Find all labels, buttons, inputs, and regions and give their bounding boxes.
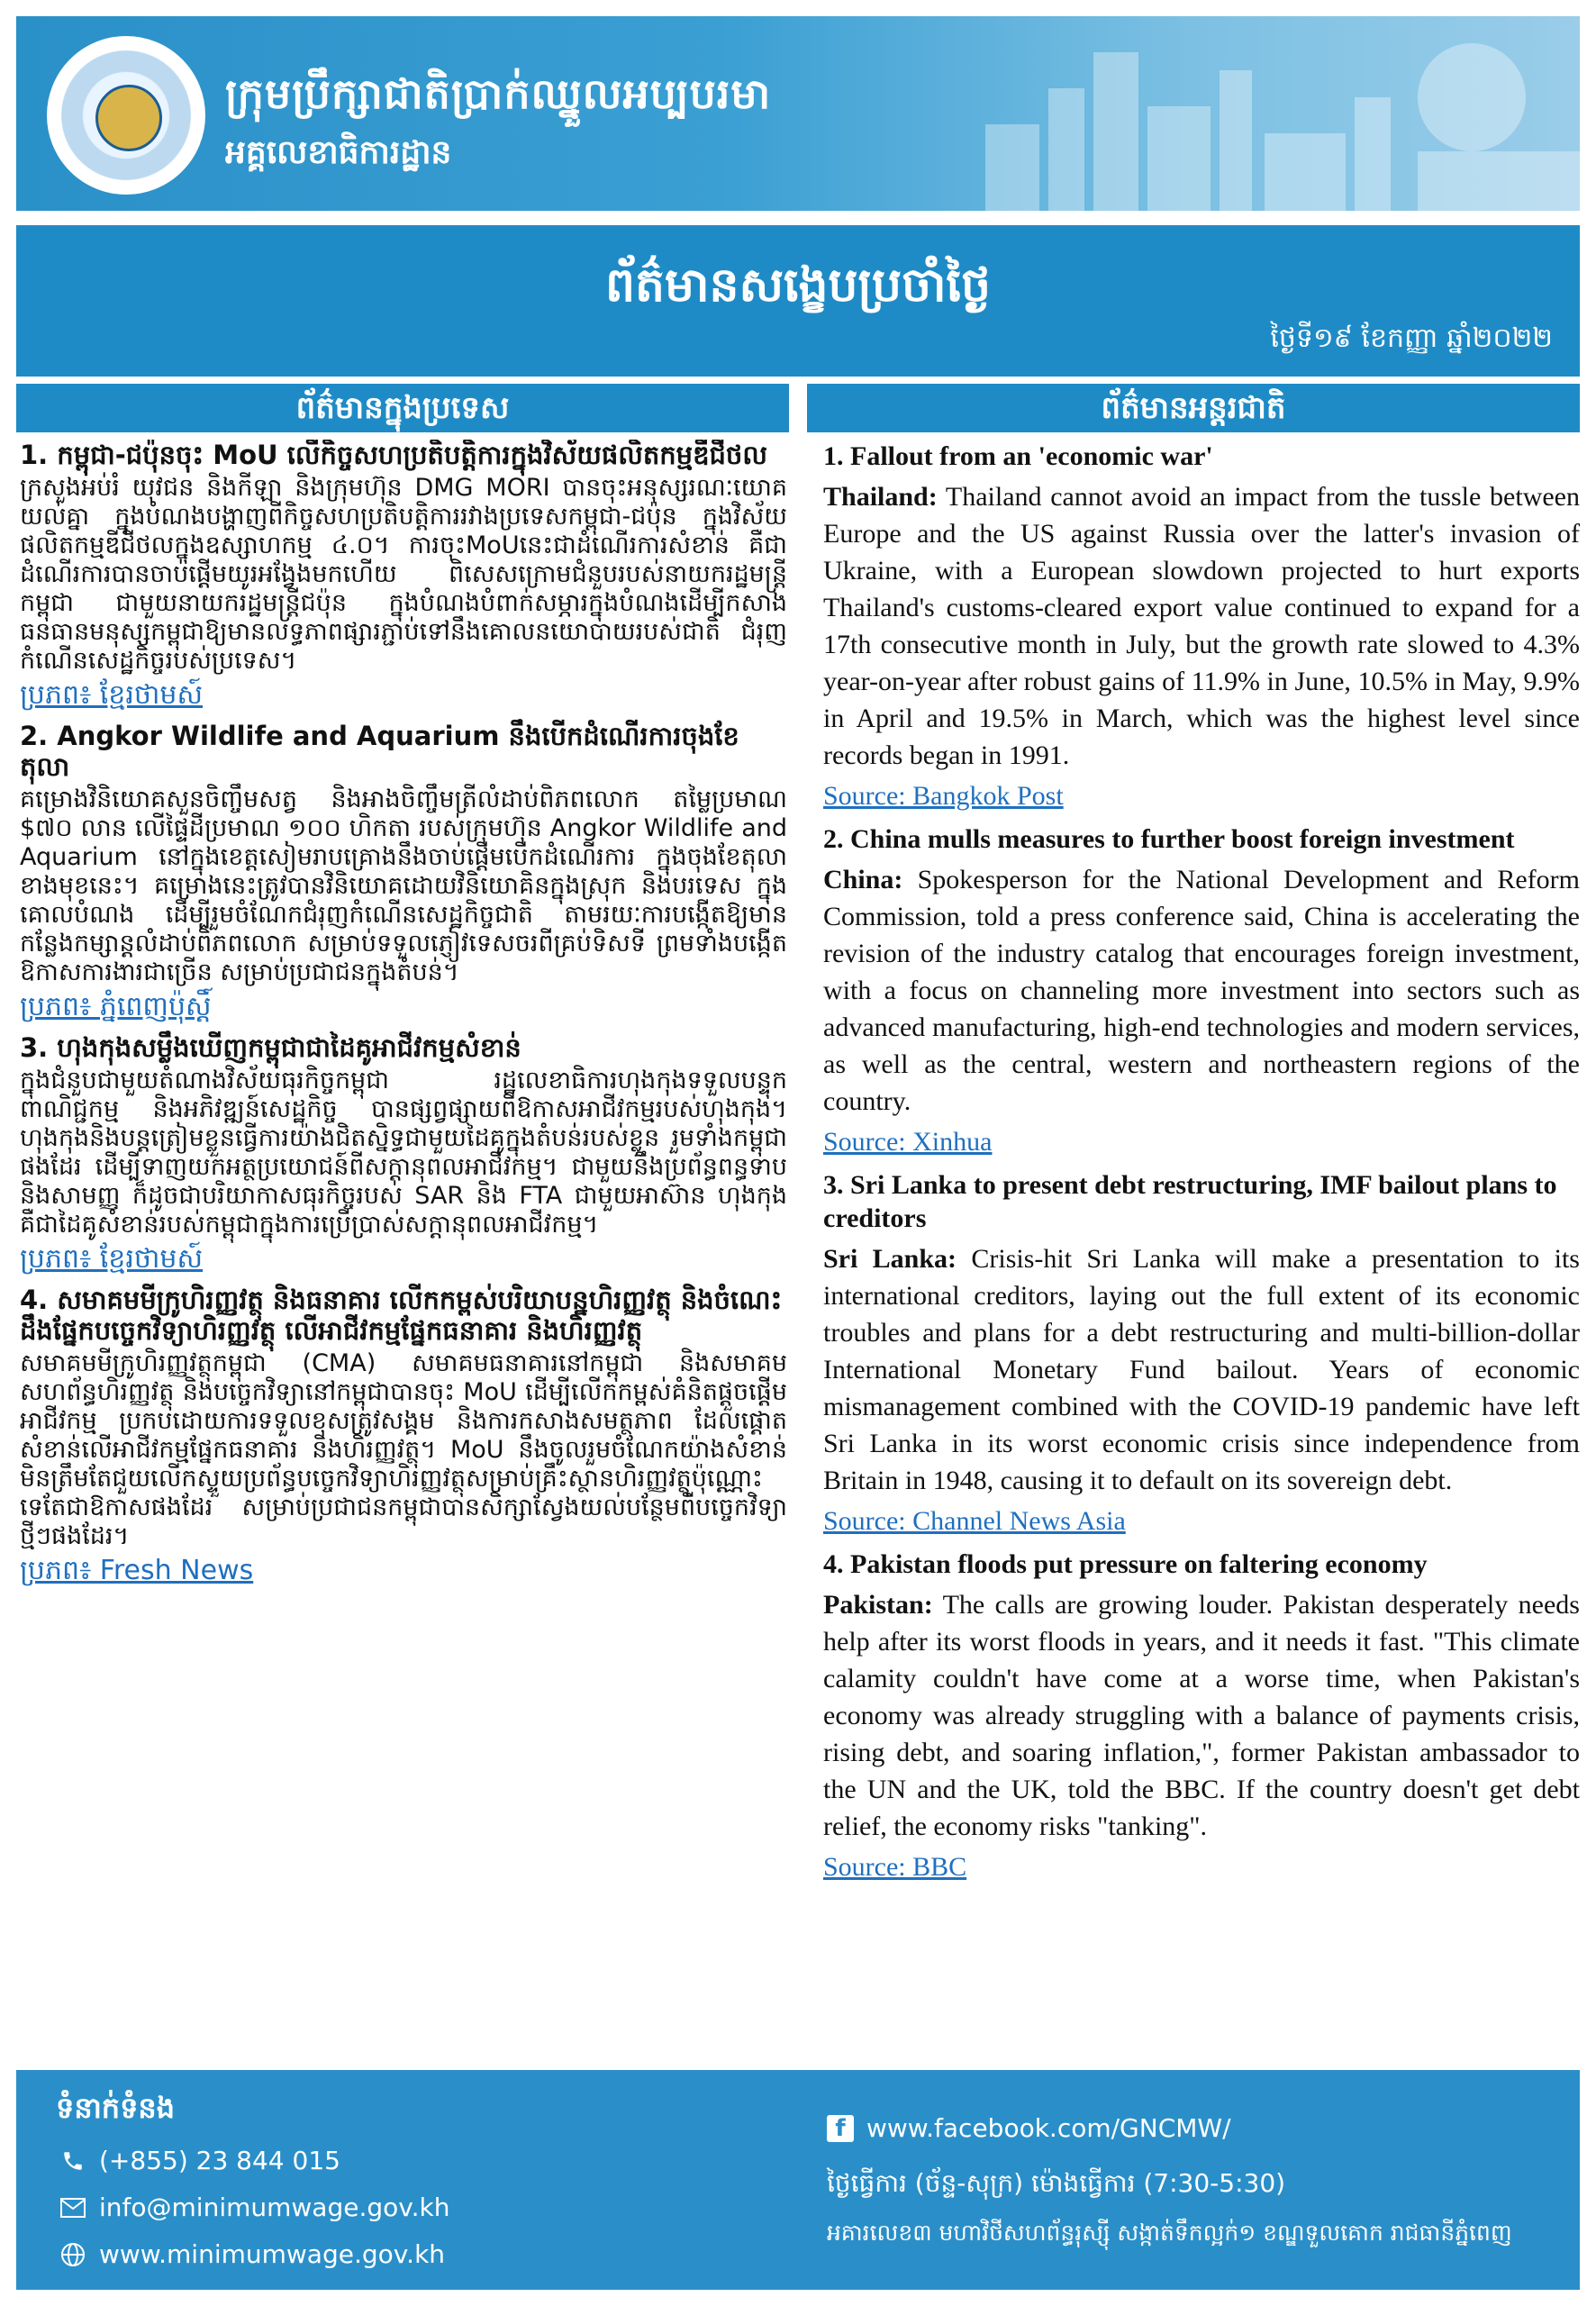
article-body (823, 478, 1580, 774)
email-icon (59, 2194, 86, 2221)
article-source-link[interactable]: Source: BBC (823, 1852, 967, 1882)
article-country-label: Thailand: (823, 482, 938, 512)
article-body (823, 861, 1580, 1120)
email-line (59, 2193, 450, 2222)
office-address (827, 2220, 1512, 2252)
international-article (823, 822, 1580, 1159)
article-title: 4. សមាគមមីក្រូហិរញ្ញវត្ថុ និងធនាគារ លើកកម្ពស់បរិយាបន្នហិរញ្ញវត្ថុ និងចំណេះដឹងផ្នែកបច្ចេកវិទ្យាហិរញ្ញវត្ថុ លើអាជីវកម្មផ្នែកធនាគារ និងហិរញ្ញវត្ថុ (20, 1285, 783, 1346)
facebook-line (827, 2113, 1231, 2143)
domestic-article (20, 1032, 787, 1276)
article-source-link[interactable]: Source: Bangkok Post (823, 781, 1064, 811)
organization-logo (47, 36, 205, 195)
office-address-text: អគារលេខ៣ មហាវិថីសហព័ន្ធរុស្ស៊ី សង្កាត់ទឹកល្អក់១ ខណ្ឌទួលគោក រាជធានីភ្នំពេញ (827, 2220, 1512, 2246)
newsletter-title: ព័ត៌មានសង្ខេបប្រចាំថ្ងៃ (604, 259, 992, 313)
website-url[interactable]: www.minimumwage.gov.kh (99, 2239, 446, 2269)
article-body: ក្រសួងអប់រំ យុវជន និងកីឡា និងក្រុមហ៊ុន DMG MORI បានចុះអនុស្សរណៈយោគយល់គ្នា ក្នុងបំណងបង្ហាញពីកិច្ចសហប្រតិបត្តិការរវាងប្រទេសកម្ពុជា-ជប៉ុន ក្នុងវិស័យផលិតកម្មឌីជីថលក្នុងឧស្សាហកម្ម ៤.០។ ការចុះMoUនេះជាដំណើរការសំខាន់ គឺជាដំណើរការបានចាប់ផ្តើមយូរអង្វែងមកហើយ ពិសេសក្រោមជំនួបរបស់នាយករដ្ឋមន្ត្រីកម្ពុជា ជាមួយនាយករដ្ឋមន្ត្រីជប៉ុន ក្នុងបំណងបំពាក់សម្ភារក្នុងបំណងដើម្បីកសាងធនធានមនុស្សកម្ពុជាឱ្យមានលទ្ធភាពផ្សារភ្ជាប់ទៅនឹងគោលនយោបាយរបស់ជាតិ ជំរុញកំណើនសេដ្ឋកិច្ចរបស់ប្រទេស។ (20, 474, 787, 675)
facebook-icon: f (827, 2115, 854, 2142)
organization-subtitle: អគ្គលេខាធិការដ្ឋាន (225, 134, 452, 171)
domestic-article (20, 440, 787, 712)
domestic-news-heading: ព័ត៌មានក្នុងប្រទេស (16, 384, 789, 432)
skyline-illustration-icon (949, 16, 1580, 211)
globe-icon (59, 2241, 86, 2268)
article-source-link[interactable]: ប្រភព៖ ភ្នំពេញប៉ុស្តិ៍ (20, 991, 212, 1022)
office-hours (827, 2167, 1285, 2204)
newsletter-page (16, 16, 1580, 2290)
article-country-label: Pakistan: (823, 1590, 933, 1620)
website-line (59, 2239, 445, 2269)
domestic-news-column (20, 440, 787, 2007)
article-country-label: Sri Lanka: (823, 1244, 957, 1274)
header (16, 16, 1580, 211)
phone-number[interactable]: (+855) 23 844 015 (99, 2146, 340, 2175)
article-source-link[interactable]: ប្រភព៖ ខ្មែរថាមស៍ (20, 679, 204, 711)
organization-title: ក្រុមប្រឹក្សាជាតិប្រាក់ឈ្នួលអប្បបរមា (225, 69, 772, 118)
issue-date: ថ្ងៃទី១៩ ខែកញ្ញា ឆ្នាំ២០២២ (1270, 322, 1553, 354)
article-title: 1. កម្ពុជា-ជប៉ុនចុះ MoU លើកិច្ចសហប្រតិបត្តិការក្នុងវិស័យផលិតកម្មឌីជីថល (20, 440, 767, 470)
article-country-label: China: (823, 865, 903, 894)
office-hours-text: ថ្ងៃធ្វើការ (ច័ន្ទ-សុក្រ) ម៉ោងធ្វើការ (7:30-5:30) (827, 2168, 1286, 2198)
phone-icon (59, 2147, 86, 2174)
contact-heading: ទំនាក់ទំនង (56, 2091, 176, 2125)
domestic-article (20, 1285, 787, 1587)
article-text: Thailand cannot avoid an impact from the tussle between Europe and the US against Russia over the latter's invasion of Ukraine, with a European slowdown projected to hurt exports Thailand's customs-cleared export value continued to expand for a 17th consecutive month in July, but the growth rate slowed to 4.3% year-on-year after robust gains of 11.9% in June, 10.5% in May, 9.9% in April and 19.5% in March, which was the highest level since records began in 1991. (823, 482, 1580, 770)
international-article (823, 440, 1580, 813)
article-body (823, 1586, 1580, 1845)
article-source-link[interactable]: Source: Xinhua (823, 1127, 993, 1157)
logo-emblem-icon (95, 85, 162, 151)
article-title: 3. Sri Lanka to present debt restructuring, IMF bailout plans to creditors (823, 1170, 1557, 1233)
facebook-url[interactable]: www.facebook.com/GNCMW/ (866, 2113, 1231, 2143)
article-body (823, 1240, 1580, 1499)
article-body: ក្នុងជំនួបជាមួយតំណាងវិស័យធុរកិច្ចកម្ពុជា រដ្ឋលេខាធិការហុងកុងទទួលបន្ទុកពាណិជ្ជកម្ម និងអភិវឌ្ឍន៍សេដ្ឋកិច្ច បានផ្សព្វផ្សាយពីឱកាសអាជីវកម្មរបស់ហុងកុង។ ហុងកុងនិងបន្តត្រៀមខ្លួនធ្វើការយ៉ាងជិតស្និទ្ធជាមួយដៃគូក្នុងតំបន់របស់ខ្លួន រួមទាំងកម្ពុជាផងដែរ ដើម្បីទាញយកអត្ថប្រយោជន៍ពីសក្តានុពលអាជីវកម្ម។ ជាមួយនឹងប្រព័ន្ធពន្ធទាប និងសាមញ្ញ ក៏ដូចជាបរិយាកាសធុរកិច្ចរបស់ SAR និង FTA ជាមួយអាស៊ាន ហុងកុងគឺជាដៃគូសំខាន់របស់កម្ពុជាក្នុងការប្រើប្រាស់សក្តានុពលអាជីវកម្ម។ (20, 1067, 787, 1239)
article-source-link[interactable]: Source: Channel News Asia (823, 1506, 1126, 1536)
title-band (16, 225, 1580, 377)
article-title: 1. Fallout from an 'economic war' (823, 441, 1213, 471)
domestic-article (20, 721, 787, 1023)
article-title: 4. Pakistan floods put pressure on faltering economy (823, 1549, 1428, 1579)
email-address[interactable]: info@minimumwage.gov.kh (99, 2193, 450, 2222)
article-text: Crisis-hit Sri Lanka will make a presentation to its international creditors, laying out the full extent of its economic troubles and plans for a debt restructuring and multi-billion-dollar International Monetary Fund bailout. Years of economic mismanagement combined with the COVID-19 pandemic have left Sri Lanka in its worst economic crisis since independence from Britain in 1948, causing it to default on its sovereign debt. (823, 1244, 1580, 1495)
article-title: 3. ហុងកុងសម្លឹងឃើញកម្ពុជាជាដៃគូអាជីវកម្មសំខាន់ (20, 1032, 521, 1063)
article-body: គម្រោងវិនិយោគសួនចិញ្ចឹមសត្វ និងអាងចិញ្ចឹមត្រីលំដាប់ពិភពលោក តម្លៃប្រមាណ $៧០ លាន លើផ្ទៃដីប្រមាណ ១០០ ហិកតា របស់ក្រុមហ៊ុន Angkor Wildlife and Aquarium នៅក្នុងខេត្តសៀមរាបគ្រោងនឹងចាប់ផ្តើមបើកដំណើរការ ក្នុងចុងខែតុលាខាងមុខនេះ។ គម្រោងនេះត្រូវបានវិនិយោគដោយវិនិយោគិនក្នុងស្រុក និងបរទេស ក្នុងគោលបំណង ដើម្បីរួមចំណែកជំរុញកំណើនសេដ្ឋកិច្ចជាតិ តាមរយៈការបង្កើតឱ្យមានកន្លែងកម្សាន្តលំដាប់ពិភពលោក សម្រាប់ទទួលភ្ញៀវទេសចរពីគ្រប់ទិសទី ព្រមទាំងបង្កើតឱកាសការងារជាច្រើន សម្រាប់ប្រជាជនក្នុងតំបន់។ (20, 785, 787, 986)
international-article (823, 1168, 1580, 1539)
article-body: សមាគមមីក្រូហិរញ្ញវត្ថុកម្ពុជា (CMA) សមាគមធនាគារនៅកម្ពុជា និងសមាគមសហព័ន្ធហិរញ្ញវត្ថុ និងបច្ចេកវិទ្យានៅកម្ពុជាបានចុះ MoU ដើម្បីលើកកម្ពស់គំនិតផ្តួចផ្តើមអាជីវកម្ម ប្រកបដោយការទទួលខុសត្រូវសង្គម និងការកសាងសមត្ថភាព ដែលផ្តោតសំខាន់លើអាជីវកម្មផ្នែកធនាគារ និងហិរញ្ញវត្ថុ។ MoU នឹងចូលរួមចំណែកយ៉ាងសំខាន់ មិនត្រឹមតែជួយលើកស្ទួយប្រព័ន្ធបច្ចេកវិទ្យាហិរញ្ញវត្ថុសម្រាប់គ្រឹះស្ថានហិរញ្ញវត្ថុប៉ុណ្ណោះទេតែជាឱកាសផងដែរ សម្រាប់ប្រជាជនកម្ពុជាបានសិក្សាស្វែងយល់បន្ថែមពីបច្ចេកវិទ្យាថ្មីៗផងដែរ។ (20, 1349, 787, 1550)
article-title: 2. Angkor Wildlife and Aquarium នឹងបើកដំណើរការចុងខែតុលា (20, 721, 739, 782)
article-title: 2. China mulls measures to further boost foreign investment (823, 824, 1515, 854)
footer (16, 2070, 1580, 2290)
international-news-column (823, 440, 1580, 2007)
international-article (823, 1548, 1580, 1884)
article-text: Spokesperson for the National Development and Reform Commission, told a press conference said, China is accelerating the revision of the industry catalog that encourages foreign investment, with a focus on channeling more investment into sectors such as advanced manufacturing, high-end technologies and modern services, as well as the central, western and northeastern regions of the country. (823, 865, 1580, 1116)
article-source-link[interactable]: ប្រភព៖ ខ្មែរថាមស៍ (20, 1243, 204, 1275)
international-news-heading: ព័ត៌មានអន្តរជាតិ (807, 384, 1580, 432)
phone-line (59, 2146, 340, 2175)
article-source-link[interactable]: ប្រភព៖ Fresh News (20, 1555, 254, 1586)
article-text: The calls are growing louder. Pakistan desperately needs help after its worst floods in years, and it needs it fast. "This climate calamity couldn't have come at a worse time, when Pakistan's economy was already struggling with a balance of payments crisis, rising debt, and soaring inflation,", former Pakistan ambassador to the UN and the UK, told the BBC. If the country doesn't get debt relief, the economy risks "tanking". (823, 1590, 1580, 1841)
